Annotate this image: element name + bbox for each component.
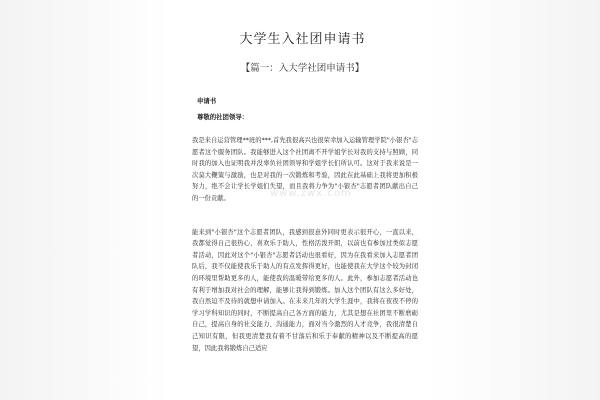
watermark: www.zwx.com (270, 188, 352, 199)
document-title: 大学生入社团申请书 (239, 32, 366, 47)
page-margin-right (430, 0, 600, 400)
paragraph-2: 能来到"小银杏"这个志愿者团队，我感到很意外同时更表示很开心，一直以来，我都觉得自己很热心，喜欢乐于助人，性格活泼开朗，以前也有参加过类似志愿者活动，因此对这个"小银杏"志愿者活动也很看好，因为在我看来加入志愿者团队后，我不仅能使我乐于助人的有点发挥得更好，也能使我在大学这个较为封闭的环境里帮助更多的人，能使我的温暖带给更多的人。此外，参加志愿者活动也有利于增加我对社会的理解，能够让我得到锻炼。加入这个团队有这么多好处，我自然迫不及待的就想申请加入。在未来几年的大学生涯中，我将在夜夜不停的学习学科知识的同时，不断提高自己各方面的能力，尤其是想在社团里不断磨砺自己，提高自身的社交能力、沟通能力，面对当今激烈的人才竞争，我很清楚自己知识有限，但我更清楚我有着不甘落后和乐于奉献的精神以及不断提高的愿望，因此我将锻炼自己适应 (192, 228, 418, 352)
page-margin-left (0, 0, 170, 400)
letter-greeting: 尊敬的社团领导： (197, 113, 249, 121)
document-subtitle: 【篇一：入大学社团申请书】 (240, 63, 365, 74)
letter-heading: 申请书 (197, 97, 217, 105)
paragraph-1: 我是来自运营管理**班的***,首先我很高兴也很荣幸加入运输管理学院"小银杏"志愿者这个服务团队。我能够进入这个社团离不开学姐学长对我的支持与照顾，同时我的加入也证明我并没辜负社团领导和学姐学长们所认可。这对于我来说是一次莫大鞭策与激励，也是对我的一次锻炼和考验，因此在此基础上我将更加积极努力，绝不会让学长学姐们失望，而且我将力争为"小银杏"志愿者团队献出自己的一份贡献。 (192, 137, 418, 202)
